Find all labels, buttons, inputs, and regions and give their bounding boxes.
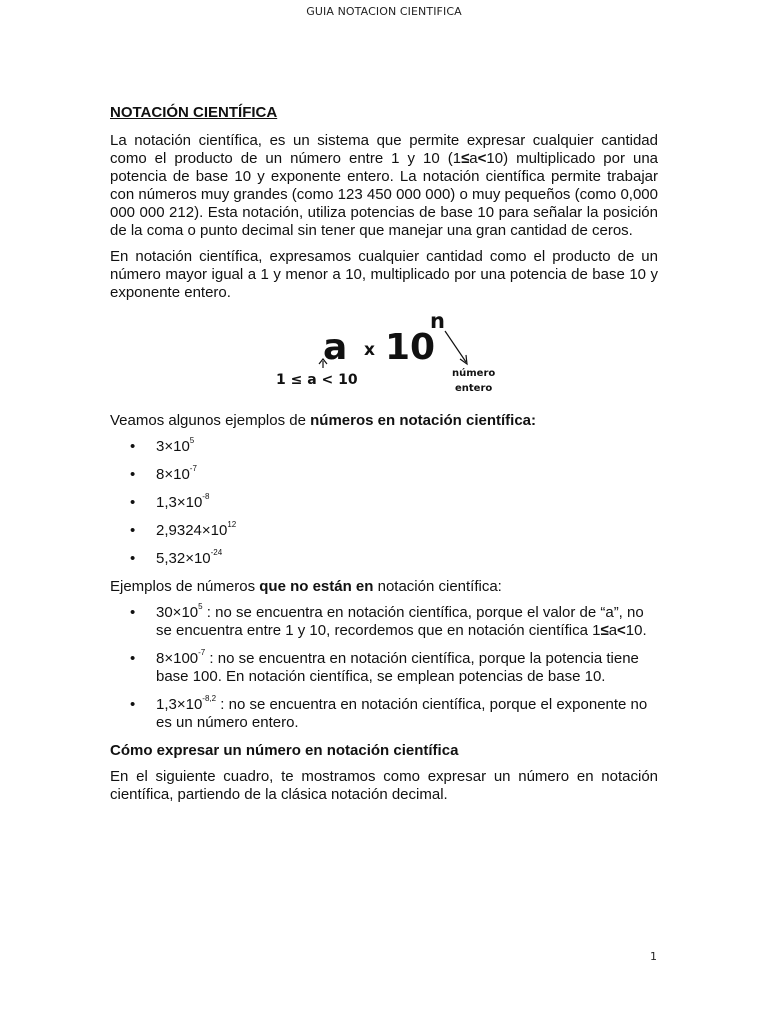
example-base: 8×10 (156, 466, 190, 483)
lt-symbol: < (617, 622, 626, 639)
example-base: 5,32×10 (156, 550, 211, 567)
how-to-paragraph: En el siguiente cuadro, te mostramos como expresar un número en notación científica, partiendo de la clásica notación decimal. (110, 768, 658, 803)
example-exponent: 5 (189, 436, 195, 445)
bullet-icon: • (130, 650, 136, 667)
non-example-text: : no se encuentra en notación científica, porque la potencia tiene base 100. En notación científica, se emplean potencias de base 10. (156, 650, 639, 685)
examples-intro-text: Veamos algunos ejemplos de (110, 412, 311, 429)
non-examples-intro-bold: que no están en (259, 578, 374, 595)
bullet-icon: • (130, 466, 136, 483)
intro-paragraph-1 (110, 132, 658, 240)
examples-list (110, 438, 658, 568)
non-example-mid: a (608, 622, 618, 639)
list-item (110, 466, 658, 484)
section-title: NOTACIÓN CIENTÍFICA (110, 104, 278, 121)
non-example-end: 10. (625, 622, 647, 639)
examples-intro (110, 412, 658, 430)
figure-note-line2: entero (455, 383, 493, 394)
example-exponent: -8 (202, 492, 210, 501)
non-example-base: 30×10 (156, 604, 199, 621)
example-exponent: 12 (227, 520, 237, 529)
list-item (110, 550, 658, 568)
non-example-text: : no se encuentra en notación científica, porque el exponente no es un número entero. (156, 696, 648, 731)
le-symbol: ≤ (461, 150, 470, 167)
example-base: 1,3×10 (156, 494, 203, 511)
list-item (110, 604, 658, 640)
list-item (110, 438, 658, 456)
page-number: 1 (650, 950, 657, 963)
figure-times: x (364, 340, 375, 360)
intro-paragraph-2: En notación científica, expresamos cualquier cantidad como el producto de un número mayor igual a 1 y menor a 10, multiplicado por una potencia de base 10 y exponente entero. (110, 248, 658, 301)
page-header: GUIA NOTACION CIENTIFICA (306, 5, 462, 18)
intro-text-c: 10) multiplicado por una potencia de base 10 y exponente entero. La notación científica permite trabajar con números muy grandes (como 123 450 000 000) o muy pequeños (como 0,000 000 000 212). Esta notación, utiliza potencias de base 10 para señalar la posición de la coma o punto decimal sin tener que manejar una gran cantidad de ceros. (110, 150, 659, 239)
non-example-base: 8×100 (156, 650, 199, 667)
example-base: 3×10 (156, 438, 190, 455)
notation-figure (110, 310, 658, 398)
non-example-exponent: -8,2 (202, 694, 217, 703)
figure-a: a (323, 327, 348, 368)
le-symbol: ≤ (600, 622, 609, 639)
notation-diagram (110, 310, 658, 398)
figure-note-line1: número (452, 368, 496, 379)
list-item (110, 650, 658, 686)
non-example-exponent: -7 (198, 648, 206, 657)
lt-symbol: < (477, 150, 487, 167)
non-example-base: 1,3×10 (156, 696, 203, 713)
document-body (110, 104, 658, 812)
examples-intro-bold: números en notación científica: (310, 412, 537, 429)
intro-text-b: a (469, 150, 478, 167)
figure-ten: 10 (385, 327, 436, 368)
non-example-exponent: 5 (198, 602, 203, 611)
bullet-icon: • (130, 522, 136, 539)
figure-range: 1 ≤ a < 10 (276, 372, 358, 388)
how-to-heading: Cómo expresar un número en notación científica (110, 742, 459, 759)
bullet-icon: • (130, 438, 136, 455)
intro-text-a: La notación científica, es un sistema que permite expresar cualquier cantidad como el producto de un número entre 1 y 10 (1 (110, 132, 658, 167)
list-item (110, 494, 658, 512)
example-exponent: -7 (189, 464, 197, 473)
example-base: 2,9324×10 (156, 522, 228, 539)
non-examples-intro-text-b: notación científica: (373, 578, 502, 595)
bullet-icon: • (130, 550, 136, 567)
non-examples-intro-text-a: Ejemplos de números (110, 578, 260, 595)
figure-exponent-n: n (430, 310, 445, 333)
example-exponent: -24 (210, 548, 223, 557)
list-item (110, 522, 658, 540)
bullet-icon: • (130, 696, 136, 713)
non-examples-intro (110, 578, 658, 596)
list-item (110, 696, 658, 732)
bullet-icon: • (130, 494, 136, 511)
bullet-icon: • (130, 604, 136, 621)
non-example-text: : no se encuentra en notación científica, porque el valor de “a”, no se encuentra entre 1 y 10, recordemos que en notación científica 1 (156, 604, 644, 639)
non-examples-list (110, 604, 658, 732)
